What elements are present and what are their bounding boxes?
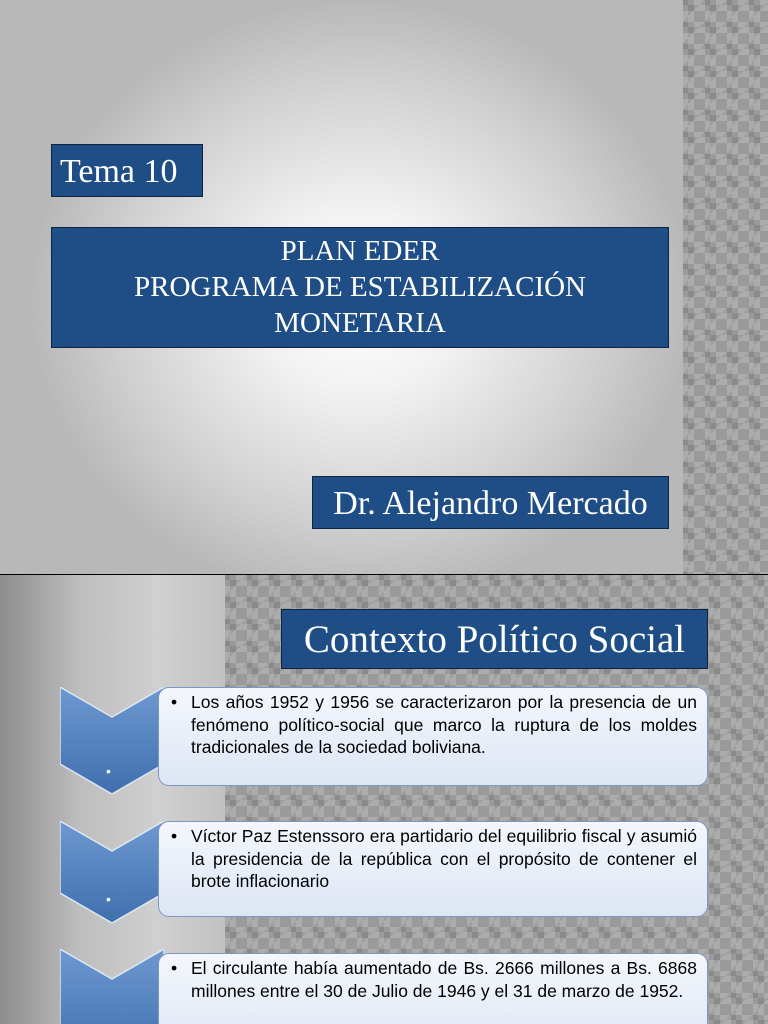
title-box xyxy=(51,227,669,348)
bullet-mark: • xyxy=(171,826,178,846)
bullet-mark: • xyxy=(171,958,178,978)
section-heading: Contexto Político Social xyxy=(281,609,708,669)
topic-label: Tema 10 xyxy=(51,144,203,197)
bullet-text-3: El circulante había aumentado de Bs. 2666 millones a Bs. 6868 millones entre el 30 de Julio de 1946 y el 31 de marzo de 1952. xyxy=(191,958,697,1001)
chevron-1 xyxy=(60,687,164,794)
chevron-3 xyxy=(60,949,164,1024)
author-label: Dr. Alejandro Mercado xyxy=(312,476,669,529)
bullet-text-2: Víctor Paz Estenssoro era partidario del equilibrio fiscal y asumió la presidencia de la república con el propósito de contener el brote inflacionario xyxy=(191,826,697,891)
title-line-3: MONETARIA xyxy=(274,307,446,339)
bullet-text-1: Los años 1952 y 1956 se caracterizaron por la presencia de un fenómeno político-social que marco la ruptura de los moldes tradicionales de la sociedad boliviana. xyxy=(191,692,697,757)
chevron-dot: • xyxy=(106,891,111,907)
checker-pattern xyxy=(683,0,768,574)
chevron-2 xyxy=(60,821,164,923)
bullet-card-2 xyxy=(158,821,708,917)
bullet-card-3 xyxy=(158,953,708,1024)
chevron-dot: • xyxy=(106,763,111,779)
slide-2 xyxy=(0,575,768,1024)
bullet-mark: • xyxy=(171,692,178,712)
bullet-card-1 xyxy=(158,687,708,786)
title-line-1: PLAN EDER xyxy=(280,235,440,267)
title-line-2: PROGRAMA DE ESTABILIZACIÓN xyxy=(133,271,587,303)
